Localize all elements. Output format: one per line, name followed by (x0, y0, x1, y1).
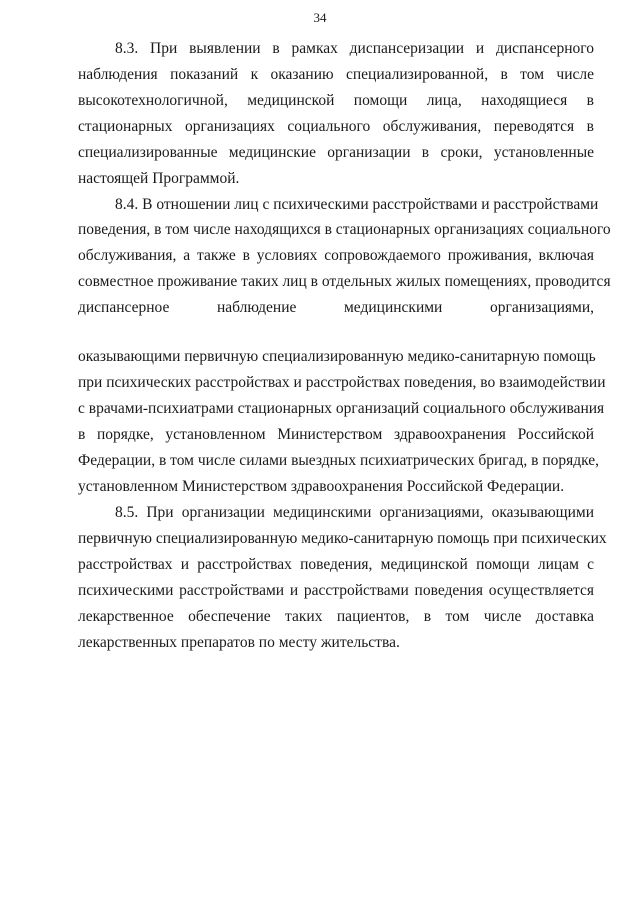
text-line: обслуживания, а также в условиях сопровождаемого проживания, включая (78, 247, 594, 264)
text-line: психическими расстройствами и расстройствами поведения осуществляется (78, 582, 594, 599)
text-line: Федерации, в том числе силами выездных психиатрических бригад, в порядке, (78, 452, 600, 469)
text-line: расстройствах и расстройствах поведения, медицинской помощи лицам с (78, 556, 594, 573)
text-line: поведения, в том числе находящихся в стационарных организациях социального (78, 221, 611, 238)
text-line: 8.3. При выявлении в рамках диспансеризации и диспансерного (115, 40, 594, 57)
text-line: специализированные медицинские организации в сроки, установленные (78, 144, 594, 161)
text-line: совместное проживание таких лиц в отдельных жилых помещениях, проводится (78, 273, 611, 290)
text-line: установленном Министерством здравоохранения Российской Федерации. (78, 478, 565, 495)
text-line: настоящей Программой. (78, 170, 240, 187)
text-line: при психических расстройствах и расстройствах поведения, во взаимодействии (78, 374, 606, 391)
text-line: стационарных организациях социального обслуживания, переводятся в (78, 118, 594, 135)
text-line: высокотехнологичной, медицинской помощи лица, находящиеся в (78, 92, 594, 109)
text-line: диспансерное наблюдение медицинскими организациями, (78, 299, 594, 316)
text-line: в порядке, установленном Министерством здравоохранения Российской (78, 426, 594, 443)
text-line: лекарственных препаратов по месту жительства. (78, 634, 400, 651)
text-line: лекарственное обеспечение таких пациентов, в том числе доставка (78, 608, 594, 625)
text-line: наблюдения показаний к оказанию специализированной, в том числе (78, 66, 594, 83)
text-line: с врачами-психиатрами стационарных организаций социального обслуживания (78, 400, 605, 417)
text-line: оказывающими первичную специализированную медико-санитарную помощь (78, 348, 596, 365)
text-line: 8.4. В отношении лиц с психическими расстройствами и расстройствами (115, 196, 599, 213)
page-number: 34 (313, 10, 327, 25)
text-line: 8.5. При организации медицинскими организациями, оказывающими (115, 504, 594, 521)
text-line: первичную специализированную медико-санитарную помощь при психических (78, 530, 607, 547)
